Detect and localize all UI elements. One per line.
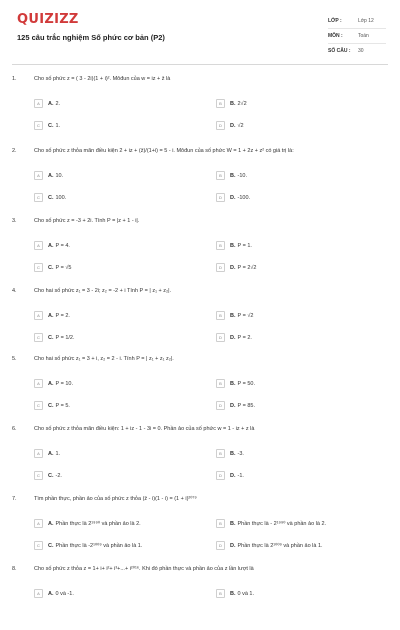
question-number: 5. xyxy=(12,356,17,362)
option-label: D. xyxy=(230,264,236,271)
option-text: P = 1. xyxy=(237,242,252,249)
option-text: P = 2√2 xyxy=(237,264,257,271)
option-text: P = 50. xyxy=(237,380,255,387)
question-item xyxy=(12,218,388,282)
answer-option-d[interactable] xyxy=(216,470,386,481)
option-text: P = 2. xyxy=(55,312,70,319)
option-label: A. xyxy=(48,450,54,457)
meta-panel xyxy=(328,14,386,58)
answer-option-d[interactable] xyxy=(216,192,386,203)
answer-option-c[interactable] xyxy=(34,192,184,203)
question-text: Cho số phức z thỏa mãn điều kiện 2 + iz + (z̄)/(1+i) = 5 - i. Môđun của số phức W = 1 + 2z + z² có giá trị là: xyxy=(34,148,294,154)
option-text: -3. xyxy=(237,450,244,457)
option-letter-box: B xyxy=(216,171,225,180)
option-text: P = 5. xyxy=(55,402,70,409)
option-label: B. xyxy=(230,450,236,457)
meta-row-class xyxy=(328,14,386,29)
option-text: 1. xyxy=(55,122,61,129)
answer-option-a[interactable] xyxy=(34,98,184,109)
option-letter-box: A xyxy=(34,519,43,528)
answer-option-b[interactable] xyxy=(216,170,386,181)
option-text: P = 1/2. xyxy=(55,334,75,341)
option-label: D. xyxy=(230,542,236,549)
answer-option-a[interactable] xyxy=(34,310,184,321)
option-label: A. xyxy=(48,380,54,387)
option-letter-box: B xyxy=(216,241,225,250)
option-text: P = 85. xyxy=(237,402,255,409)
question-item xyxy=(12,148,388,212)
answer-option-d[interactable] xyxy=(216,540,386,551)
option-text: P = √5 xyxy=(55,264,72,271)
option-letter-box: A xyxy=(34,99,43,108)
option-letter-box: C xyxy=(34,541,43,550)
option-text: 2√2 xyxy=(237,100,247,107)
option-label: D. xyxy=(230,402,236,409)
option-letter-box: B xyxy=(216,311,225,320)
answer-option-d[interactable] xyxy=(216,262,386,273)
question-text: Cho số phức z thỏa z = 1+ i+ i²+ i³+...+ i²⁰¹⁶. Khi đó phần thực và phần ảo của z lần lượt là xyxy=(34,566,254,572)
answer-option-c[interactable] xyxy=(34,262,184,273)
option-letter-box: B xyxy=(216,99,225,108)
option-letter-box: C xyxy=(34,401,43,410)
meta-value: 30 xyxy=(358,48,364,54)
option-letter-box: C xyxy=(34,471,43,480)
option-letter-box: A xyxy=(34,241,43,250)
question-number: 3. xyxy=(12,218,17,224)
option-letter-box: A xyxy=(34,449,43,458)
answer-option-a[interactable] xyxy=(34,170,184,181)
option-label: D. xyxy=(230,122,236,129)
question-item xyxy=(12,566,388,630)
question-number: 4. xyxy=(12,288,17,294)
answer-option-c[interactable] xyxy=(34,540,184,551)
option-label: A. xyxy=(48,520,54,527)
option-letter-box: A xyxy=(34,311,43,320)
meta-row-subject xyxy=(328,29,386,44)
option-letter-box: C xyxy=(34,193,43,202)
option-label: B. xyxy=(230,242,236,249)
option-text: P = 10. xyxy=(55,380,73,387)
option-letter-box: D xyxy=(216,471,225,480)
option-label: B. xyxy=(230,590,236,597)
option-letter-box: B xyxy=(216,379,225,388)
option-text: P = 2. xyxy=(237,334,252,341)
option-label: C. xyxy=(48,402,54,409)
question-number: 7. xyxy=(12,496,17,502)
option-letter-box: D xyxy=(216,541,225,550)
answer-option-a[interactable] xyxy=(34,240,184,251)
answer-option-c[interactable] xyxy=(34,332,184,343)
option-text: -1. xyxy=(237,472,244,479)
option-text: Phần thực là - 2¹⁹⁹⁰ và phần ảo là 2. xyxy=(237,520,327,527)
question-text: Cho số phức z = ( 3 - 2i)(1 + i)². Môđun của w = iz + z̄ là xyxy=(34,76,171,82)
question-item xyxy=(12,496,388,560)
question-item xyxy=(12,426,388,490)
option-label: C. xyxy=(48,194,54,201)
answer-option-b[interactable] xyxy=(216,240,386,251)
question-number: 6. xyxy=(12,426,17,432)
answer-option-b[interactable] xyxy=(216,588,386,599)
option-label: D. xyxy=(230,334,236,341)
option-label: B. xyxy=(230,380,236,387)
option-text: 2. xyxy=(55,100,61,107)
answer-option-c[interactable] xyxy=(34,470,184,481)
option-text: P = 4. xyxy=(55,242,70,249)
meta-key: LỚP : xyxy=(328,18,342,24)
answer-option-a[interactable] xyxy=(34,378,184,389)
option-label: B. xyxy=(230,172,236,179)
option-label: B. xyxy=(230,520,236,527)
answer-option-b[interactable] xyxy=(216,448,386,459)
option-label: D. xyxy=(230,472,236,479)
answer-option-a[interactable] xyxy=(34,588,184,599)
question-text: Tìm phần thực, phần ảo của số phức z thỏa (z̄ - i)(1 - i) = (1 + i)²⁰⁷⁹ xyxy=(34,496,197,502)
header-divider xyxy=(12,64,388,65)
page-title: 125 câu trắc nghiệm Số phức cơ bản (P2) xyxy=(17,33,165,42)
answer-option-b[interactable] xyxy=(216,518,386,529)
option-text: 10. xyxy=(55,172,64,179)
answer-option-b[interactable] xyxy=(216,310,386,321)
option-letter-box: C xyxy=(34,121,43,130)
answer-option-a[interactable] xyxy=(34,518,184,529)
question-text: Cho hai số phức z₁ = 3 - 2i; z₂ = -2 + i Tính P = | z₁ + z₂|. xyxy=(34,288,172,294)
option-letter-box: D xyxy=(216,401,225,410)
question-item xyxy=(12,288,388,352)
option-label: D. xyxy=(230,194,236,201)
option-letter-box: A xyxy=(34,589,43,598)
option-letter-box: B xyxy=(216,519,225,528)
quizizz-logo: QUIZIZZ xyxy=(17,12,79,27)
option-label: A. xyxy=(48,590,54,597)
option-letter-box: D xyxy=(216,193,225,202)
option-letter-box: B xyxy=(216,449,225,458)
option-label: B. xyxy=(230,100,236,107)
option-text: 0 và -1. xyxy=(55,590,74,597)
option-label: A. xyxy=(48,312,54,319)
question-number: 1. xyxy=(12,76,17,82)
option-text: -10. xyxy=(237,172,247,179)
question-number: 2. xyxy=(12,148,17,154)
option-text: -100. xyxy=(237,194,251,201)
question-text: Cho số phức z = -3 + 2i. Tính P = |z + 1 - i|. xyxy=(34,218,140,224)
option-text: P = √2 xyxy=(237,312,254,319)
option-label: C. xyxy=(48,334,54,341)
option-label: C. xyxy=(48,472,54,479)
answer-option-d[interactable] xyxy=(216,120,386,131)
answer-option-b[interactable] xyxy=(216,378,386,389)
option-label: C. xyxy=(48,122,54,129)
question-text: Cho số phức z thỏa mãn điều kiện: 1 + iz - 1 - 3i = 0. Phần ảo của số phức w = 1 - iz + z là xyxy=(34,426,255,432)
answer-option-d[interactable] xyxy=(216,332,386,343)
option-label: A. xyxy=(48,242,54,249)
meta-value: Toán xyxy=(358,33,369,39)
option-letter-box: A xyxy=(34,171,43,180)
question-item xyxy=(12,356,388,420)
answer-option-c[interactable] xyxy=(34,400,184,411)
option-label: C. xyxy=(48,542,54,549)
option-text: √2 xyxy=(237,122,244,129)
option-label: C. xyxy=(48,264,54,271)
option-text: 100. xyxy=(55,194,67,201)
option-label: B. xyxy=(230,312,236,319)
option-letter-box: D xyxy=(216,263,225,272)
option-label: A. xyxy=(48,172,54,179)
answer-option-a[interactable] xyxy=(34,448,184,459)
option-text: Phần thực là -2¹⁰⁰⁹ và phần ảo là 1. xyxy=(55,542,143,549)
option-text: Phần thực là 2¹⁰⁰⁹ và phần ảo là 1. xyxy=(237,542,323,549)
option-text: 0 và 1. xyxy=(237,590,255,597)
option-letter-box: D xyxy=(216,121,225,130)
option-letter-box: A xyxy=(34,379,43,388)
meta-value: Lớp 12 xyxy=(358,18,374,24)
answer-option-c[interactable] xyxy=(34,120,184,131)
question-item xyxy=(12,76,388,140)
question-number: 8. xyxy=(12,566,17,572)
answer-option-b[interactable] xyxy=(216,98,386,109)
option-label: A. xyxy=(48,100,54,107)
option-text: Phần thực là 2¹⁹⁹⁰ và phần ảo là 2. xyxy=(55,520,141,527)
option-letter-box: C xyxy=(34,263,43,272)
option-letter-box: C xyxy=(34,333,43,342)
meta-row-count xyxy=(328,44,386,58)
meta-key: MÔN : xyxy=(328,33,343,39)
option-text: -2. xyxy=(55,472,62,479)
question-text: Cho hai số phức z₁ = 3 + i, z₂ = 2 - i. Tính P = | z₁ + z₁ z₂|. xyxy=(34,356,174,362)
option-letter-box: B xyxy=(216,589,225,598)
option-letter-box: D xyxy=(216,333,225,342)
meta-key: SỐ CÂU : xyxy=(328,48,351,54)
option-text: 1. xyxy=(55,450,61,457)
answer-option-d[interactable] xyxy=(216,400,386,411)
